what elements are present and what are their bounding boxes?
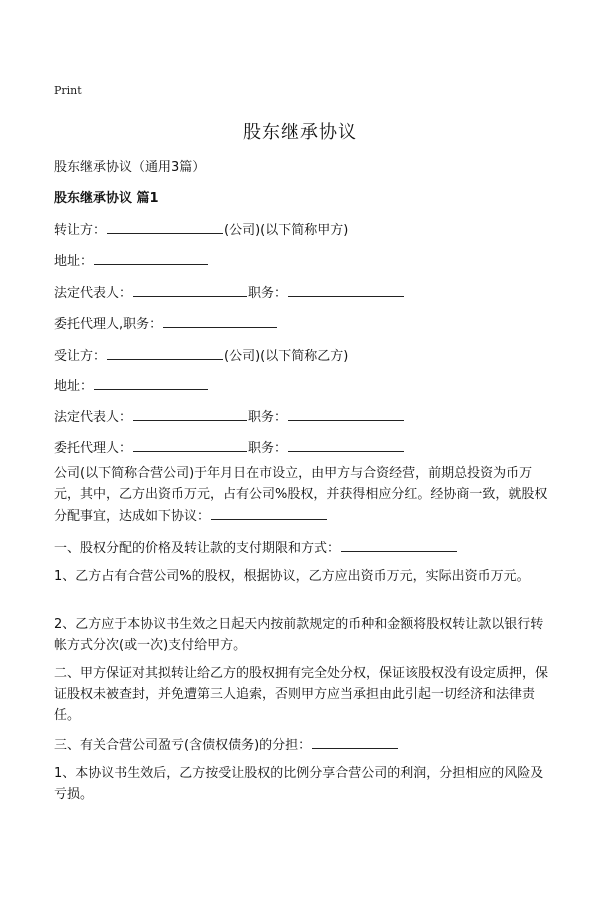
address2-row	[54, 375, 209, 394]
position1-blank[interactable]	[288, 282, 404, 297]
transferee-blank[interactable]	[107, 345, 223, 360]
legal-rep1-label: 法定代表人：	[54, 286, 133, 301]
agent2-blank[interactable]	[133, 437, 247, 452]
address1-blank[interactable]	[94, 250, 208, 265]
address1-row	[54, 250, 209, 269]
clause3-heading-row	[54, 734, 399, 753]
transferee-label: 受让方：	[54, 349, 107, 364]
legal-rep2-label: 法定代表人：	[54, 410, 133, 425]
transferor-label: 转让方：	[54, 223, 107, 238]
transferee-suffix: (公司)(以下简称乙方)	[224, 349, 349, 364]
agent1-blank[interactable]	[163, 313, 277, 328]
agent2-label: 委托代理人：	[54, 441, 133, 456]
clause1-2: 2、乙方应于本协议书生效之日起天内按前款规定的币种和金额将股权转让款以银行转帐方式分次(或一次)支付给甲方。	[54, 617, 544, 653]
intro-text: 公司(以下简称合营公司)于年月日在市设立，由甲方与合资经营，前期总投资为币万元，其中，乙方出资币万元，占有公司%股权，并获得相应分红。经协商一致，就股权分配事宜，达成如下协议：	[54, 466, 548, 524]
clause2: 二、甲方保证对其拟转让给乙方的股权拥有完全处分权，保证该股权没有设定质押，保证股权未被查封，并免遭第三人追索，否则甲方应当承担由此引起一切经济和法律责任。	[54, 666, 549, 723]
section-heading: 股东继承协议 篇1	[54, 191, 159, 206]
position1-label: 职务：	[248, 286, 288, 301]
position3-label: 职务：	[248, 441, 288, 456]
address2-label: 地址：	[54, 379, 94, 394]
transferor-blank[interactable]	[107, 219, 223, 234]
address1-label: 地址：	[54, 254, 94, 269]
agent2-row	[54, 437, 405, 456]
agent1-row	[54, 313, 278, 332]
transferor-row	[54, 219, 348, 238]
legal-rep2-blank[interactable]	[133, 406, 247, 421]
legal-rep2-row	[54, 406, 405, 425]
clause3-heading: 三、有关合营公司盈亏(含债权债务)的分担：	[54, 738, 312, 753]
document-title: 股东继承协议	[243, 122, 357, 143]
position2-label: 职务：	[248, 410, 288, 425]
clause3-1: 1、本协议书生效后，乙方按受让股权的比例分享合营公司的利润，分担相应的风险及亏损。	[54, 766, 544, 802]
transferee-row	[54, 345, 348, 364]
intro-paragraph	[54, 463, 548, 527]
clause1-blank[interactable]	[341, 537, 457, 552]
subtitle: 股东继承协议（通用3篇）	[54, 160, 206, 175]
clause3-blank[interactable]	[312, 734, 398, 749]
clause1-heading: 一、股权分配的价格及转让款的支付期限和方式：	[54, 541, 341, 556]
position2-blank[interactable]	[288, 406, 404, 421]
legal-rep1-row	[54, 282, 405, 301]
transferor-suffix: (公司)(以下简称甲方)	[224, 223, 349, 238]
agent1-label: 委托代理人,职务：	[54, 317, 163, 332]
print-link[interactable]: Print	[54, 84, 82, 97]
position3-blank[interactable]	[288, 437, 404, 452]
intro-blank[interactable]	[211, 505, 327, 520]
address2-blank[interactable]	[94, 375, 208, 390]
legal-rep1-blank[interactable]	[133, 282, 247, 297]
clause1-heading-row	[54, 537, 458, 556]
clause1-1: 1、乙方占有合营公司%的股权，根据协议，乙方应出资币万元，实际出资币万元。	[54, 569, 530, 584]
